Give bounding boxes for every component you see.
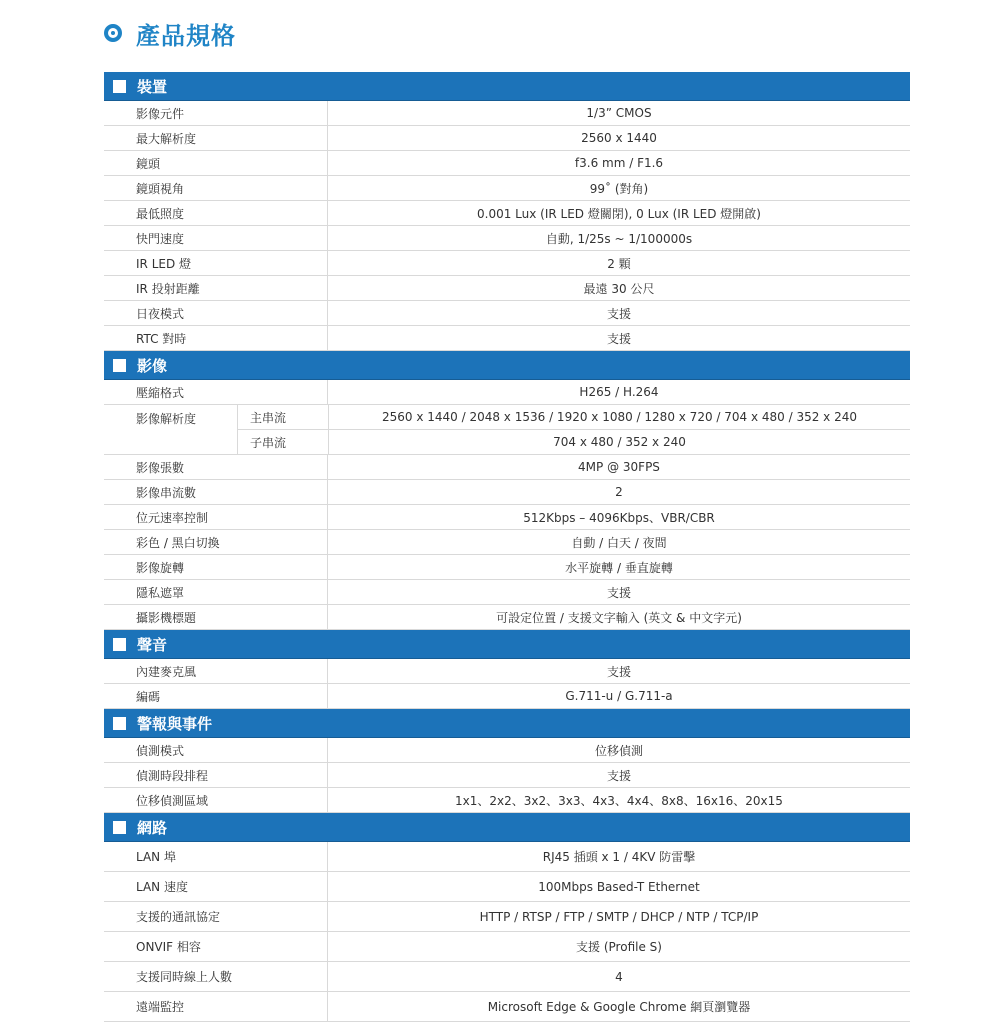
spec-row [104, 932, 910, 962]
square-bullet-icon [113, 80, 126, 93]
spec-value: 位移偵測 [594, 743, 643, 758]
spec-value: 4MP @ 30FPS [578, 460, 660, 474]
spec-value: 自動 / 白天 / 夜間 [571, 535, 667, 550]
spec-row [104, 992, 910, 1022]
spec-label: 彩色 / 黑白切換 [104, 530, 328, 554]
spec-row [104, 276, 910, 301]
section-header-device [104, 72, 910, 101]
spec-value: 4 [615, 969, 623, 984]
spec-label: 偵測時段排程 [104, 763, 328, 787]
section-header-network [104, 813, 910, 842]
spec-row [104, 763, 910, 788]
sub-stream-value: 704 x 480 / 352 x 240 [329, 429, 910, 454]
spec-value: 1x1、2x2、3x2、3x3、4x3、4x4、8x8、16x16、20x15 [455, 793, 783, 808]
spec-row [104, 872, 910, 902]
spec-row [104, 738, 910, 763]
spec-value: 512Kbps – 4096Kbps、VBR/CBR [523, 510, 715, 525]
spec-value: 100Mbps Based-T Ethernet [538, 879, 700, 894]
spec-row [104, 530, 910, 555]
spec-value: 支援 [606, 306, 631, 321]
spec-row [104, 455, 910, 480]
spec-row [104, 201, 910, 226]
main-stream-label: 主串流 [250, 410, 287, 425]
spec-label: 偵測模式 [104, 738, 328, 762]
circle-bullet-icon [104, 24, 122, 42]
stream-values [329, 405, 910, 454]
spec-value: 0.001 Lux (IR LED 燈關閉), 0 Lux (IR LED 燈開啟) [477, 206, 761, 221]
spec-label: 鏡頭視角 [104, 176, 328, 200]
spec-label: 最大解析度 [104, 126, 328, 150]
stream-labels [238, 405, 329, 454]
spec-value: 支援 [606, 331, 631, 346]
spec-label: 編碼 [104, 684, 328, 708]
square-bullet-icon [113, 638, 126, 651]
spec-row [104, 301, 910, 326]
spec-value: 支援 [606, 664, 631, 679]
spec-label: 影像旋轉 [104, 555, 328, 579]
spec-label: 影像元件 [104, 101, 328, 125]
page-title [104, 14, 236, 52]
sub-stream-label: 子串流 [238, 429, 328, 454]
spec-label: 支援同時線上人數 [104, 962, 328, 991]
square-bullet-icon [113, 359, 126, 372]
section-title: 聲音 [137, 635, 168, 654]
spec-label: RTC 對時 [104, 326, 328, 350]
section-header-image [104, 351, 910, 380]
square-bullet-icon [113, 717, 126, 730]
spec-label: LAN 埠 [104, 842, 328, 871]
section-title: 網路 [137, 818, 168, 837]
spec-value: 2560 x 1440 [581, 131, 657, 145]
spec-value: 水平旋轉 / 垂直旋轉 [565, 560, 673, 575]
spec-row [104, 788, 910, 813]
spec-label: 壓縮格式 [104, 380, 328, 404]
spec-value: Microsoft Edge & Google Chrome 網頁瀏覽器 [487, 1000, 751, 1014]
spec-row-resolution [104, 405, 910, 455]
spec-row [104, 684, 910, 709]
spec-value: G.711-u / G.711-a [565, 689, 673, 703]
spec-label: 影像解析度 [104, 405, 238, 454]
spec-row [104, 659, 910, 684]
spec-value: 支援 [606, 768, 631, 783]
spec-value: 2 [615, 485, 623, 499]
spec-row [104, 251, 910, 276]
page-title-text: 產品規格 [136, 21, 236, 50]
spec-row [104, 555, 910, 580]
spec-row [104, 505, 910, 530]
spec-row [104, 962, 910, 992]
section-title: 裝置 [137, 77, 168, 96]
spec-row [104, 842, 910, 872]
spec-value: 自動, 1/25s ~ 1/100000s [545, 231, 693, 246]
spec-label: 遠端監控 [104, 992, 328, 1021]
spec-value: 最遠 30 公尺 [583, 281, 655, 296]
spec-row [104, 226, 910, 251]
section-title: 影像 [137, 356, 168, 375]
spec-row [104, 580, 910, 605]
spec-row [104, 101, 910, 126]
spec-label: 位元速率控制 [104, 505, 328, 529]
spec-label: 位移偵測區域 [104, 788, 328, 812]
spec-row [104, 380, 910, 405]
spec-label: 鏡頭 [104, 151, 328, 175]
spec-value: HTTP / RTSP / FTP / SMTP / DHCP / NTP / TCP/IP [479, 909, 759, 924]
spec-row [104, 480, 910, 505]
spec-label: LAN 速度 [104, 872, 328, 901]
spec-value: RJ45 插頭 x 1 / 4KV 防雷擊 [542, 850, 696, 864]
spec-row [104, 902, 910, 932]
spec-value: 99˚ (對角) [589, 181, 649, 196]
spec-label: IR LED 燈 [104, 251, 328, 275]
spec-label: 快門速度 [104, 226, 328, 250]
spec-label: 最低照度 [104, 201, 328, 225]
spec-value: H265 / H.264 [579, 385, 659, 399]
spec-value: 可設定位置 / 支援文字輸入 (英文 & 中文字元) [496, 610, 742, 625]
square-bullet-icon [113, 821, 126, 834]
spec-row [104, 151, 910, 176]
spec-value: 支援 (Profile S) [576, 940, 662, 954]
spec-value: 1/3” CMOS [586, 106, 652, 120]
section-header-audio [104, 630, 910, 659]
spec-row [104, 326, 910, 351]
spec-row [104, 126, 910, 151]
spec-label: 影像張數 [104, 455, 328, 479]
spec-label: 隱私遮罩 [104, 580, 328, 604]
section-header-alarm [104, 709, 910, 738]
spec-label: ONVIF 相容 [104, 932, 328, 961]
spec-label: 支援的通訊協定 [104, 902, 328, 931]
spec-label: 攝影機標題 [104, 605, 328, 629]
spec-label: 日夜模式 [104, 301, 328, 325]
spec-value: 支援 [606, 585, 631, 600]
spec-value: 2 顆 [607, 256, 631, 271]
section-title: 警報與事件 [137, 714, 213, 733]
spec-row [104, 176, 910, 201]
spec-label: 內建麥克風 [104, 659, 328, 683]
spec-value: f3.6 mm / F1.6 [574, 156, 664, 170]
spec-label: 影像串流數 [104, 480, 328, 504]
spec-table [104, 72, 910, 1022]
main-stream-value: 2560 x 1440 / 2048 x 1536 / 1920 x 1080 / 1280 x 720 / 704 x 480 / 352 x 240 [381, 410, 858, 424]
spec-row [104, 605, 910, 630]
spec-label: IR 投射距離 [104, 276, 328, 300]
